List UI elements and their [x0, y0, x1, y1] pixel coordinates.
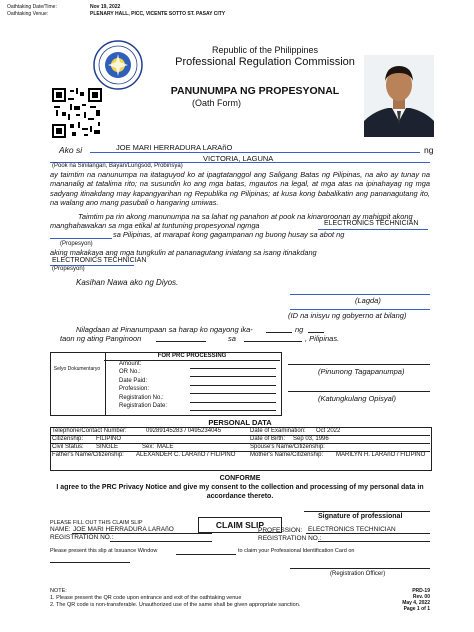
claim-reg-label: REGISTRATION NO.: — [50, 534, 114, 541]
form-title: PANUNUMPA NG PROPESYONAL — [170, 85, 340, 97]
civil-status-value: SINGLE — [96, 444, 119, 450]
tagapanumpa-caption: (Pinunong Tagapanumpa) — [318, 367, 405, 376]
sex-label: Sex: — [142, 444, 155, 450]
prc-line-2 — [190, 376, 276, 377]
sa-text: sa — [228, 334, 236, 343]
claim-slip-title: CLAIM SLIP — [198, 517, 282, 533]
prc-line-6 — [190, 410, 276, 411]
registration-officer-caption: (Registration Officer) — [330, 571, 386, 577]
conforme-title: CONFORME — [219, 475, 261, 482]
citizenship-value: FILIPINO — [96, 436, 122, 442]
prc-field-or: OR No.: — [119, 369, 141, 376]
day-blank — [266, 332, 292, 333]
citizenship-label: Citizenship: — [52, 436, 84, 442]
place-value: VICTORIA, LAGUNA — [203, 154, 274, 163]
father-value: ALEXANDER C. LARAñO / FILIPINO — [136, 452, 236, 458]
mother-label: Mother's Name/Citizenship: — [250, 452, 324, 458]
oathtaking-venue-label: Oathtaking Venue: — [7, 11, 49, 17]
place-blank — [244, 341, 302, 342]
prc-box-title: FOR PRC PROCESSING — [157, 353, 227, 359]
propesyon-caption: (Propesyon) — [60, 241, 93, 247]
profession-underline-2 — [50, 238, 112, 239]
claim-reg-line — [110, 541, 212, 542]
prc-field-profession: Profession: — [119, 386, 150, 393]
claim-profession-value: ELECTRONICS TECHNICIAN — [308, 526, 396, 533]
oath-paragraph-3: aking makakaya ang mga tungkulin at pananagutang iniatang sa isang itinakdang — [50, 248, 317, 257]
form-subtitle: (Oath Form) — [192, 98, 242, 108]
ng-text: ng — [295, 325, 304, 334]
id-caption: (ID na inisyu ng gobyerno at bilang) — [288, 311, 407, 320]
claim-profession-line — [306, 533, 430, 534]
selyo-box — [50, 352, 106, 416]
officer-line — [290, 568, 430, 569]
nilagdaan-text: Nilagdaan at Pinanumpaan sa harap ko ngayong ika- — [76, 325, 253, 334]
note-2: 2. The QR code is non-transferable. Unauthorized use of the same shall be given appropriate sanction. — [50, 602, 301, 608]
katungkulang-caption: (Katungkulang Opisyal) — [318, 394, 396, 403]
claim-name-label: NAME: — [50, 526, 71, 533]
ako-si-label: Ako si — [59, 145, 83, 155]
kasihan-text: Kasihan Nawa ako ng Diyos. — [76, 278, 179, 287]
place-caption: (Pook na Sinilangan, Bayan/Lungsod, Probinsya) — [52, 163, 183, 169]
taon-text: taon ng ating Panginoon — [60, 334, 142, 343]
pilipinas-text: , Pilipinas. — [305, 334, 340, 343]
oath-paragraph-1: ay taimtim na nanunumpa na itataguyod ko at ipagtatanggol ang Saligang Batas ng Pilipinas, na ako ay tunay na mananalig at tatalima rito; na susundin ko ang mga batas, mgautos na legal, at mga atas na ipinahayag ng mga sadyang itinakdang may kapangyarihan ng Republika ng Pilipinas; at kusa kong babalikatin ang pananagutang ito, na walang ano mang pasubali o hangaring umiwas. — [50, 170, 430, 207]
propesyon-caption-2: (Propesyon) — [52, 266, 85, 272]
prc-line-3 — [190, 385, 276, 386]
window-blank — [176, 554, 236, 555]
prc-field-reg-no: Registration No.: — [119, 394, 164, 401]
claim-reg-label-2: REGISTRATION NO.: — [258, 535, 322, 542]
claim-reg-line-2 — [318, 541, 430, 542]
dob-value: Sep 03, 1996 — [293, 436, 329, 442]
selyo-label: Selyo Dokumentaryo — [53, 366, 101, 372]
exam-date-value: Oct 2022 — [316, 428, 341, 434]
profession-value-2: ELECTRONICS TECHNICIAN — [52, 257, 147, 264]
civil-status-label: Civil Status: — [52, 444, 84, 450]
exam-date-label: Date of Examination: — [250, 428, 306, 434]
note-1: 1. Please present the QR code upon entrance and exit of the oathtaking venue — [50, 595, 242, 601]
prc-field-amount: Amount: — [119, 361, 142, 367]
oathtaking-date-value: Nov 19, 2022 — [90, 4, 121, 10]
profession-value: ELECTRONICS TECHNICIAN — [324, 220, 419, 227]
oathtaking-venue-value: PLENARY HALL, PICC, VICENTE SOTTO ST. PASAY CITY — [90, 11, 226, 17]
sex-value: MALE — [157, 444, 174, 450]
year-blank — [156, 341, 206, 342]
oathtaking-date-label: Oathtaking Date/Time: — [7, 4, 57, 10]
spouse-label: Spouse's Name/Citizenship: — [250, 444, 325, 450]
footer-rev: Rev. 00 — [412, 594, 430, 600]
oath-paragraph-2b: sa Pilipinas, at marapat kong gagampanan ng buong husay sa abot ng — [113, 230, 345, 239]
prc-line-1 — [190, 368, 276, 369]
claim-present-b: to claim your Professional Identification Card on — [238, 548, 355, 554]
katungkulang-line — [288, 391, 430, 392]
oath-paragraph-2: Taimtim pa rin akong manunumpa na sa lahat ng panahon at pook na kinaroroonan ay mahigpit akong manghahawakan sa mga etikal at tuntuning propesyonal ngmga — [50, 212, 413, 231]
personal-data-title: PERSONAL DATA — [208, 418, 272, 427]
mother-value: MARILYN H. LARAñO / FILIPINO — [336, 452, 426, 458]
republic-title: Republic of the Philippines — [211, 45, 319, 55]
prc-field-reg-date: Registration Date: — [119, 402, 168, 409]
prc-field-date-paid: Date Paid: — [119, 377, 148, 384]
signature-line — [304, 511, 430, 512]
prc-line-4 — [190, 393, 276, 394]
qr-code — [52, 88, 102, 138]
claim-date-blank — [50, 562, 130, 563]
name-underline — [90, 152, 420, 153]
lagda-caption: (Lagda) — [355, 296, 381, 305]
prc-line-5 — [190, 402, 276, 403]
lagda-line — [290, 294, 430, 295]
oath-name-value: JOE MARI HERRADURA LARAñO — [116, 143, 233, 152]
commission-title: Professional Regulation Commission — [175, 56, 355, 68]
telephone-value: 09289145283 / 0495234045 — [146, 428, 222, 434]
claim-instruction: PLEASE FILL OUT THIS CLAIM SLIP — [50, 520, 143, 526]
claim-profession-label: PROFESSION: — [258, 527, 303, 534]
conforme-text: I agree to the PRC Privacy Notice and give my consent to the collection and processing of my personal data in accordance thereto. — [56, 484, 424, 500]
ng-label: ng — [424, 145, 434, 155]
footer-page: Page 1 of 1 — [403, 606, 430, 612]
tagapanumpa-line — [288, 364, 430, 365]
claim-name-value: JOE MARI HERRADURA LARAñO — [73, 526, 174, 533]
profile-photo — [364, 55, 434, 137]
note-title: NOTE: — [50, 588, 67, 594]
father-label: Father's Name/Citizenship: — [52, 452, 124, 458]
dob-label: Date of Birth: — [250, 436, 286, 442]
month-blank — [308, 332, 324, 333]
telephone-label: Telephone/Contact Number: — [52, 428, 127, 434]
id-line — [290, 309, 430, 310]
claim-present-a: Please present this slip at Issuance Window — [50, 548, 158, 554]
footer-date: May 4, 2022 — [402, 600, 430, 606]
signature-caption: Signature of professional — [318, 513, 403, 520]
prc-seal-icon — [93, 40, 143, 90]
footer-code: PRD-19 — [412, 588, 430, 594]
